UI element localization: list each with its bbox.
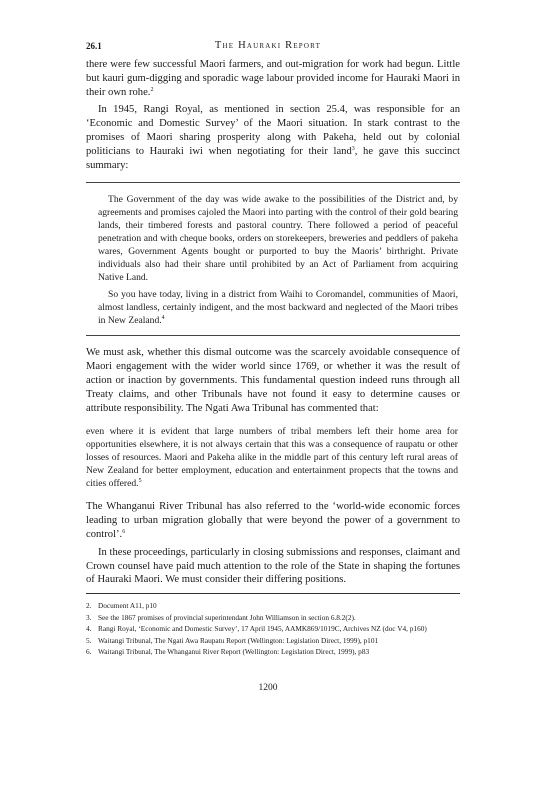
- block-quote-royal: [86, 182, 460, 336]
- page-number: 1200: [258, 683, 278, 693]
- footnote-6: 6. Waitangi Tribunal, The Whanganui River Report (Wellington: Legislation Direct, 1999), p83: [86, 647, 370, 657]
- body-text: [86, 58, 460, 587]
- block-quote-ngati-awa: even where it is evident that large numbers of tribal members left their home area for opportunities elsewhere, it is not always certain that this was a consequence of raupatu or other losses of resources. Maori and Pakeha alike in the middle part of this century left rural areas of New Zealand for better employment, education and entertainment propects that the towns and cities offered.$^5$: [86, 426, 458, 490]
- quote-paragraph: The Government of the day was wide awake to the possibilities of the District and, by agreements and promises cajoled the Maori into parting with the control of their gold bearing lands, their timbered forests and pastoral country. There followed a period of peaceful penetration and with cheque books, orders on storekeepers, breweries and peddlers of pakeha wares, Government Agents bought or purported to buy the Maoris’ birthright. Private individuals also had their share until prohibited by an Act of Parliament from acquiring Native Land.: [98, 194, 458, 284]
- paragraph-3: We must ask, whether this dismal outcome was the scarcely avoidable consequence of Maori engagement with the wider world since 1769, or whether it was the result of action or inaction by governments. This fundamental question indeed runs through all Treaty claims, and other Tribunals have not found it easy to determine causes or attribute responsibility. The Ngati Awa Tribunal has commented that:: [86, 347, 460, 414]
- footnote-3: 3. See the 1867 promises of provincial superintendant John Williamson in section 6.8.2(2).: [86, 612, 356, 622]
- paragraph-5: In these proceedings, particularly in closing submissions and responses, claimant and Crown counsel have paid much attention to the role of the State in shaping the fortunes of Hauraki Maori. We must consider their differing positions.: [86, 546, 460, 586]
- quote-paragraph: So you have today, living in a district from Waihi to Coromandel, communities of Maori, almost landless, certainly indigent, and the most backward and neglected of the Maori tribes in New Zealand.$^4$: [98, 289, 458, 327]
- footnote-divider: [86, 593, 460, 594]
- footnotes: [86, 600, 460, 658]
- footnote-ref-5: 5: [138, 478, 142, 485]
- paragraph-4: The Whanganui River Tribunal has also referred to the ‘world-wide economic forces leading to urban migration globally that were beyond the power of a government to control’.$^6$: [86, 501, 460, 540]
- paragraph-2: In 1945, Rangi Royal, as mentioned in section 25.4, was responsible for an ‘Economic and Domestic Survey’ of the Maori situation. In stark contrast to the promises of Maori sharing prosperity along with Pakeha, held out by colonial politicians to Hauraki iwi when negotiating for their land$^3$, he gave this succinct summary:: [86, 104, 460, 171]
- paragraph-1: there were few successful Maori farmers, and out-migration for work had begun. Little but kauri gum-digging and sporadic wage labour provided income for Hauraki Maori in their own rohe.$^2$: [86, 59, 460, 98]
- footnote-ref-4: 4: [161, 315, 165, 322]
- footnote-ref-6: 6: [122, 528, 126, 535]
- footnote-5: 5. Waitangi Tribunal, The Ngati Awa Raupatu Report (Wellington: Legislation Direct, 1999), p101: [86, 635, 379, 645]
- footnote-ref-3: 3: [351, 145, 355, 152]
- footnote-4: 4. Rangi Royal, ‘Economic and Domestic Survey’, 17 April 1945, AAMK869/1019C, Archives NZ (doc V4, p160): [86, 624, 427, 634]
- footnote-ref-2: 2: [150, 86, 154, 93]
- footnote-2: 2. Document A11, p10: [86, 601, 157, 610]
- running-title: The Hauraki Report: [214, 40, 322, 51]
- section-number: 26.1: [86, 41, 102, 51]
